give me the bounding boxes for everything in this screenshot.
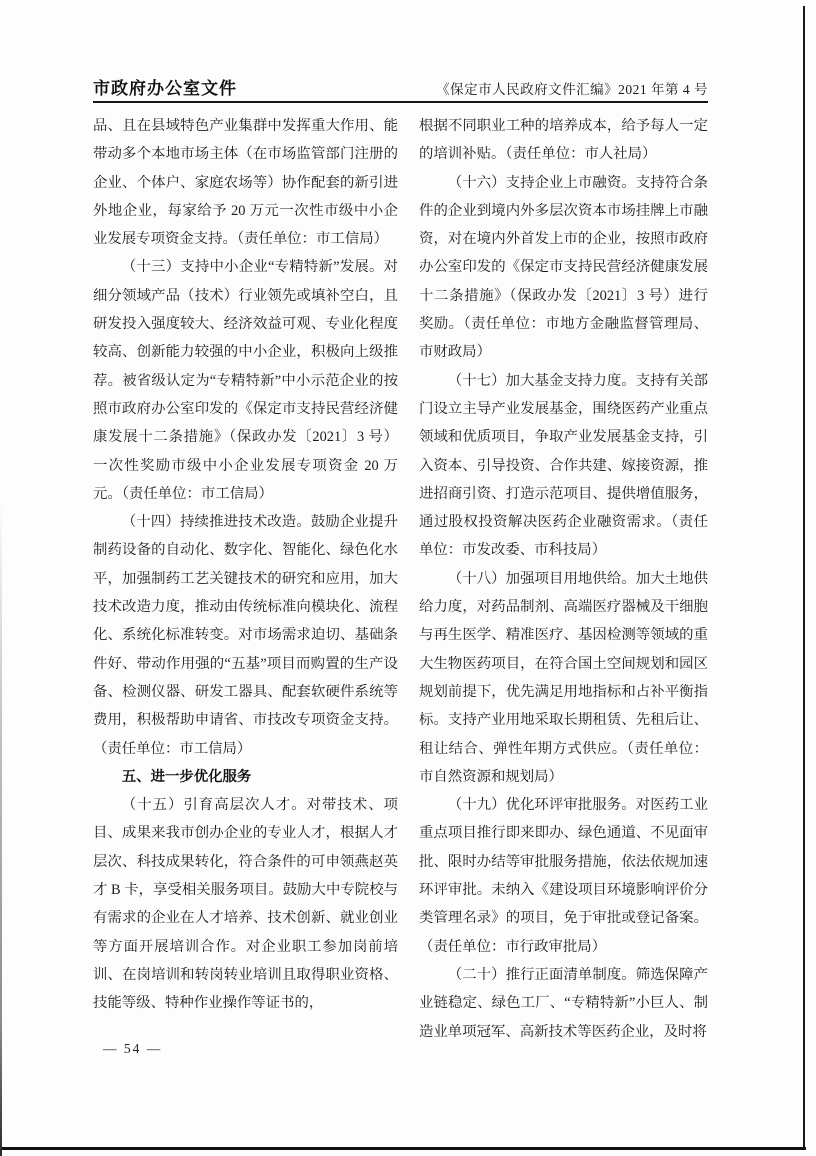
scan-border-left	[0, 500, 2, 1156]
left-column	[93, 112, 398, 1046]
right-column	[419, 112, 708, 1046]
header-rule	[93, 101, 708, 103]
paragraph-19: （十九）优化环评审批服务。对医药工业重点项目推行即来即办、绿色通道、不见面审批、限时办结等审批服务措施，依法依规加速环评审批。未纳入《建设项目环境影响评价分类管理名录》的项目，免于审批或登记备案。（责任单位：市行政审批局）	[419, 797, 708, 955]
paragraph-17: （十七）加大基金支持力度。支持有关部门设立主导产业发展基金，围绕医药产业重点领域和优质项目，争取产业发展基金支持，引入资本、引导投资、合作共建、嫁接资源，推进招商引资、打造示范项目、提供增值服务，通过股权投资解决医药企业融资需求。（责任单位：市发改委、市科技局）	[419, 372, 708, 559]
section-heading-5: 五、进一步优化服务	[121, 768, 252, 785]
scan-border-bottom	[0, 1147, 806, 1150]
paragraph-16: （十六）支持企业上市融资。支持符合条件的企业到境内外多层次资本市场挂牌上市融资，对在境内外首发上市的企业，按照市政府办公室印发的《保定市支持民营经济健康发展十二条措施》（保政办发〔2021〕3 号）进行奖励。（责任单位：市地方金融监督管理局、市财政局）	[419, 174, 708, 361]
text-columns	[93, 112, 708, 1046]
paragraph-13: （十三）支持中小企业“专精特新”发展。对细分领域产品（技术）行业领先或填补空白，且研发投入强度较大、经济效益可观、专业化程度较高、创新能力较强的中小企业，积极向上级推荐。被省级认定为“专精特新”中小示范企业的按照市政府办公室印发的《保定市支持民营经济健康发展十二条措施》（保政办发〔2021〕3 号）一次性奖励市级中小企业发展专项资金 20 万元。（责任单位：市工信局）	[93, 259, 398, 502]
paragraph-15: （十五）引育高层次人才。对带技术、项目、成果来我市创办企业的专业人才，根据人才层次、科技成果转化，符合条件的可申领燕赵英才 B 卡，享受相关服务项目。鼓励大中专院校与有需求的企业在人才培养、技术创新、就业创业等方面开展培训合作。对企业职工参加岗前培训、在岗培训和转岗转业培训且取得职业资格、技能等级、特种作业操作等证书的，	[93, 797, 398, 1012]
page-number: — 54 —	[103, 1041, 163, 1056]
paragraph-18: （十八）加强项目用地供给。加大土地供给力度，对药品制剂、高端医疗器械及干细胞与再生医学、精准医疗、基因检测等领域的重大生物医药项目，在符合国土空间规划和园区规划前提下，优先满足用地指标和占补平衡指标。支持产业用地采取长期租赁、先租后让、租让结合、弹性年期方式供应。（责任单位：市自然资源和规划局）	[419, 570, 708, 785]
paragraph-continued: 根据不同职业工种的培养成本，给予每人一定的培训补贴。（责任单位：市人社局）	[419, 118, 708, 163]
scan-border-right	[803, 6, 805, 1149]
paragraph-continued: 品、且在县域特色产业集群中发挥重大作用、能带动多个本地市场主体（在市场监管部门注册的企业、个体户、家庭农场等）协作配套的新引进外地企业，每家给予 20 万元一次性市级中小企业发展专项资金支持。（责任单位：市工信局）	[93, 118, 398, 248]
page-header	[93, 74, 708, 99]
paragraph-14: （十四）持续推进技术改造。鼓励企业提升制药设备的自动化、数字化、智能化、绿色化水平，加强制药工艺关键技术的研究和应用，加大技术改造力度，推动由传统标准向模块化、流程化、系统化标准转变。对市场需求迫切、基础条件好、带动作用强的“五基”项目而购置的生产设备、检测仪器、研发工器具、配套软硬件系统等费用，积极帮助申请省、市技改专项资金支持。（责任单位：市工信局）	[93, 514, 398, 757]
header-left-title: 市政府办公室文件	[93, 79, 237, 98]
header-right-title: 《保定市人民政府文件汇编》2021 年第 4 号	[436, 82, 708, 97]
paragraph-20: （二十）推行正面清单制度。筛选保障产业链稳定、绿色工厂、“专精特新”小巨人、制造业单项冠军、高新技术等医药企业，及时将	[419, 966, 708, 1040]
